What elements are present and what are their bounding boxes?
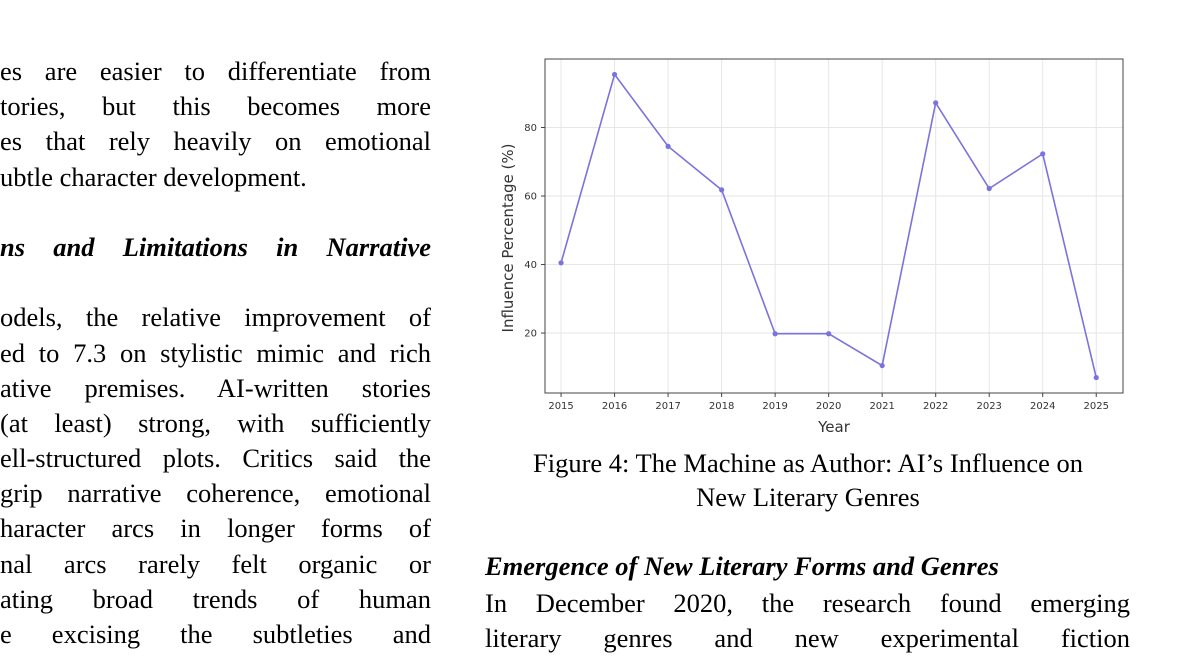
x-axis-title: Year	[818, 418, 850, 436]
right-body-text	[485, 586, 1130, 656]
paragraph-line: odels, the relative improvement of	[0, 302, 431, 333]
blank-line	[0, 195, 431, 230]
subsection-heading: ns and Limitations in Narrative	[0, 231, 431, 262]
paragraph-line: literary genres and new experimental fiction	[485, 623, 1130, 654]
x-tick-label: 2018	[708, 401, 735, 412]
x-tick-label: 2016	[601, 401, 628, 412]
data-point	[719, 187, 724, 192]
x-tick-label: 2021	[869, 401, 895, 412]
data-point	[933, 100, 938, 105]
paragraph-line: grip narrative coherence, emotional	[0, 478, 431, 509]
paragraph-line: haracter arcs in longer forms of	[0, 513, 431, 544]
paragraph-line: ative premises. AI-written stories	[0, 372, 431, 403]
y-tick-label: 80	[524, 123, 537, 135]
paragraph-line: ubtle character development.	[0, 161, 307, 192]
x-tick-label: 2025	[1083, 401, 1109, 412]
data-point	[1040, 151, 1045, 156]
paragraph-line: ating broad trends of human	[0, 583, 431, 614]
paragraph-line: (at least) strong, with sufficiently	[0, 407, 431, 438]
y-tick-label: 60	[524, 191, 537, 203]
y-tick-label: 20	[524, 328, 537, 340]
data-point	[987, 186, 992, 191]
x-tick-label: 2020	[815, 401, 842, 412]
figure-caption-line-2: New Literary Genres	[696, 482, 920, 512]
paragraph-line: es that rely heavily on emotional	[0, 126, 431, 157]
x-tick-label: 2024	[1029, 401, 1056, 412]
data-point	[773, 331, 778, 336]
x-tick-label: 2022	[922, 401, 949, 412]
blank-line	[0, 265, 431, 300]
paragraph-line: nal arcs rarely felt organic or	[0, 548, 431, 579]
y-axis-title: Influence Percentage (%)	[499, 143, 517, 333]
data-point	[665, 144, 670, 149]
paragraph-line: tories, but this becomes more	[0, 91, 431, 122]
plot-frame	[545, 59, 1123, 393]
paragraph-line: e excising the subtleties and	[0, 619, 431, 649]
data-point	[612, 72, 617, 77]
paragraph-line: ed to 7.3 on stylistic mimic and rich	[0, 337, 431, 368]
data-point	[1094, 375, 1099, 380]
paragraph-line: es are easier to differentiate from	[0, 56, 431, 86]
x-tick-label: 2019	[762, 401, 788, 412]
x-tick-label: 2015	[548, 401, 574, 412]
influence-line-chart	[490, 45, 1140, 445]
x-tick-label: 2023	[976, 401, 1002, 412]
left-text-column	[0, 54, 431, 652]
section-heading: Emergence of New Literary Forms and Genres	[485, 551, 999, 581]
y-tick-label: 40	[524, 260, 537, 272]
data-point	[826, 331, 831, 336]
data-point	[558, 260, 563, 265]
x-tick-label: 2017	[655, 401, 681, 412]
figure-caption-line-1: Figure 4: The Machine as Author: AI’s Influence on	[532, 448, 1083, 478]
figure-caption	[484, 446, 1132, 514]
paragraph-line: ell-structured plots. Critics said the	[0, 443, 431, 474]
paragraph-line: In December 2020, the research found emerging	[485, 588, 1130, 618]
data-point	[880, 363, 885, 368]
chart-svg	[490, 45, 1140, 445]
